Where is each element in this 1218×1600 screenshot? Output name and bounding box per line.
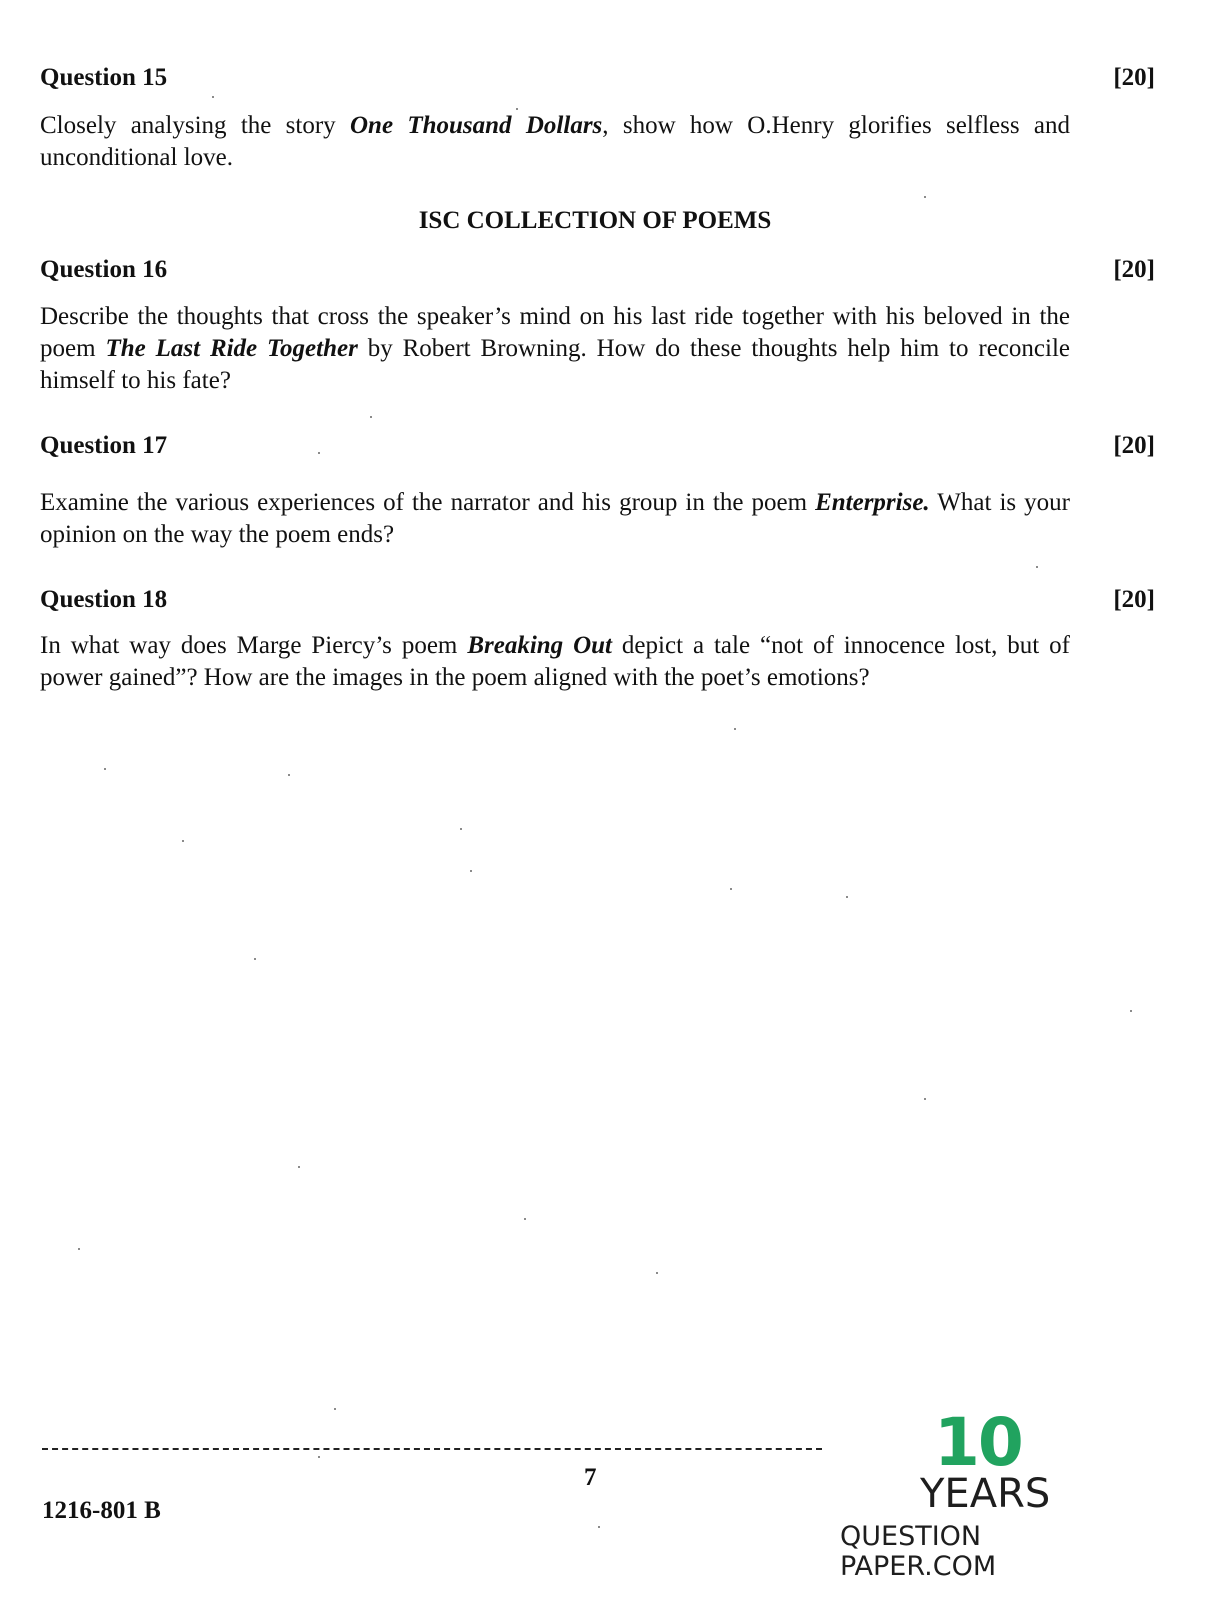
question-text-part: , show how O.Henry glorifies selfless and unconditional love.	[40, 112, 1071, 171]
question-marks: [20]	[1113, 64, 1155, 91]
question-17-text	[40, 487, 1070, 551]
question-15-text	[40, 110, 1070, 174]
scan-speck	[212, 96, 214, 98]
question-text-part: What is your opinion on the way the poem ends?	[40, 489, 1070, 548]
scan-speck	[734, 728, 736, 730]
scan-speck	[1036, 566, 1038, 568]
question-marks: [20]	[1113, 432, 1155, 459]
question-text-part: Examine the various experiences of the narrator and his group in the poem	[40, 489, 816, 516]
footer-divider	[42, 1448, 822, 1450]
question-text-part: by Robert Browning. How do these thoughts help him to reconcile himself to his fate?	[40, 335, 1070, 394]
scan-speck	[656, 1272, 658, 1274]
question-marks: [20]	[1113, 586, 1155, 613]
question-marks: [20]	[1113, 256, 1155, 283]
scan-speck	[460, 828, 462, 830]
scan-speck	[318, 452, 320, 454]
question-label: Question 15	[40, 64, 168, 91]
question-18-text	[40, 630, 1070, 694]
question-16-heading	[40, 256, 1155, 284]
watermark-logo	[840, 1404, 1140, 1582]
scan-speck	[318, 1456, 320, 1458]
page-number: 7	[584, 1464, 597, 1491]
scan-speck	[730, 888, 732, 890]
logo-years: YEARS	[920, 1471, 1051, 1517]
section-title: ISC COLLECTION OF POEMS	[418, 207, 772, 234]
question-15-heading	[40, 64, 1155, 92]
scan-speck	[298, 1166, 300, 1168]
poem-title: The Last Ride Together	[105, 335, 358, 362]
scan-speck	[470, 870, 472, 872]
logo-site: QUESTION PAPER.COM	[840, 1521, 997, 1582]
scan-speck	[524, 1218, 526, 1220]
scan-speck	[334, 1408, 336, 1410]
question-17-heading	[40, 432, 1155, 460]
scan-speck	[370, 416, 372, 418]
question-text-part: Closely analysing the story	[40, 112, 350, 139]
question-18-heading	[40, 586, 1155, 614]
scan-speck	[846, 896, 848, 898]
poem-title: Breaking Out	[467, 632, 612, 659]
logo-number: 10	[934, 1404, 1022, 1481]
scan-speck	[924, 196, 926, 198]
question-16-text	[40, 301, 1070, 397]
scan-speck	[104, 768, 106, 770]
scan-speck	[254, 958, 256, 960]
paper-code: 1216-801 B	[42, 1497, 161, 1524]
question-label: Question 16	[40, 256, 168, 283]
scan-speck	[182, 840, 184, 842]
scan-speck	[1130, 1010, 1132, 1012]
question-text-part: depict a tale “not of innocence lost, but of power gained”? How are the images in the poem aligned with the poet’s emotions?	[40, 632, 1070, 691]
story-title: One Thousand Dollars	[349, 112, 603, 139]
question-text-part: Describe the thoughts that cross the speaker’s mind on his last ride together with his beloved in the poem	[40, 303, 1070, 362]
poem-title: Enterprise.	[815, 489, 930, 516]
scan-speck	[924, 1098, 926, 1100]
scan-speck	[598, 1526, 600, 1528]
scan-speck	[516, 108, 518, 110]
question-label: Question 17	[40, 432, 168, 459]
scan-speck	[288, 774, 290, 776]
scan-speck	[78, 1248, 80, 1250]
question-text-part: In what way does Marge Piercy’s poem	[40, 632, 468, 659]
question-label: Question 18	[40, 586, 168, 613]
